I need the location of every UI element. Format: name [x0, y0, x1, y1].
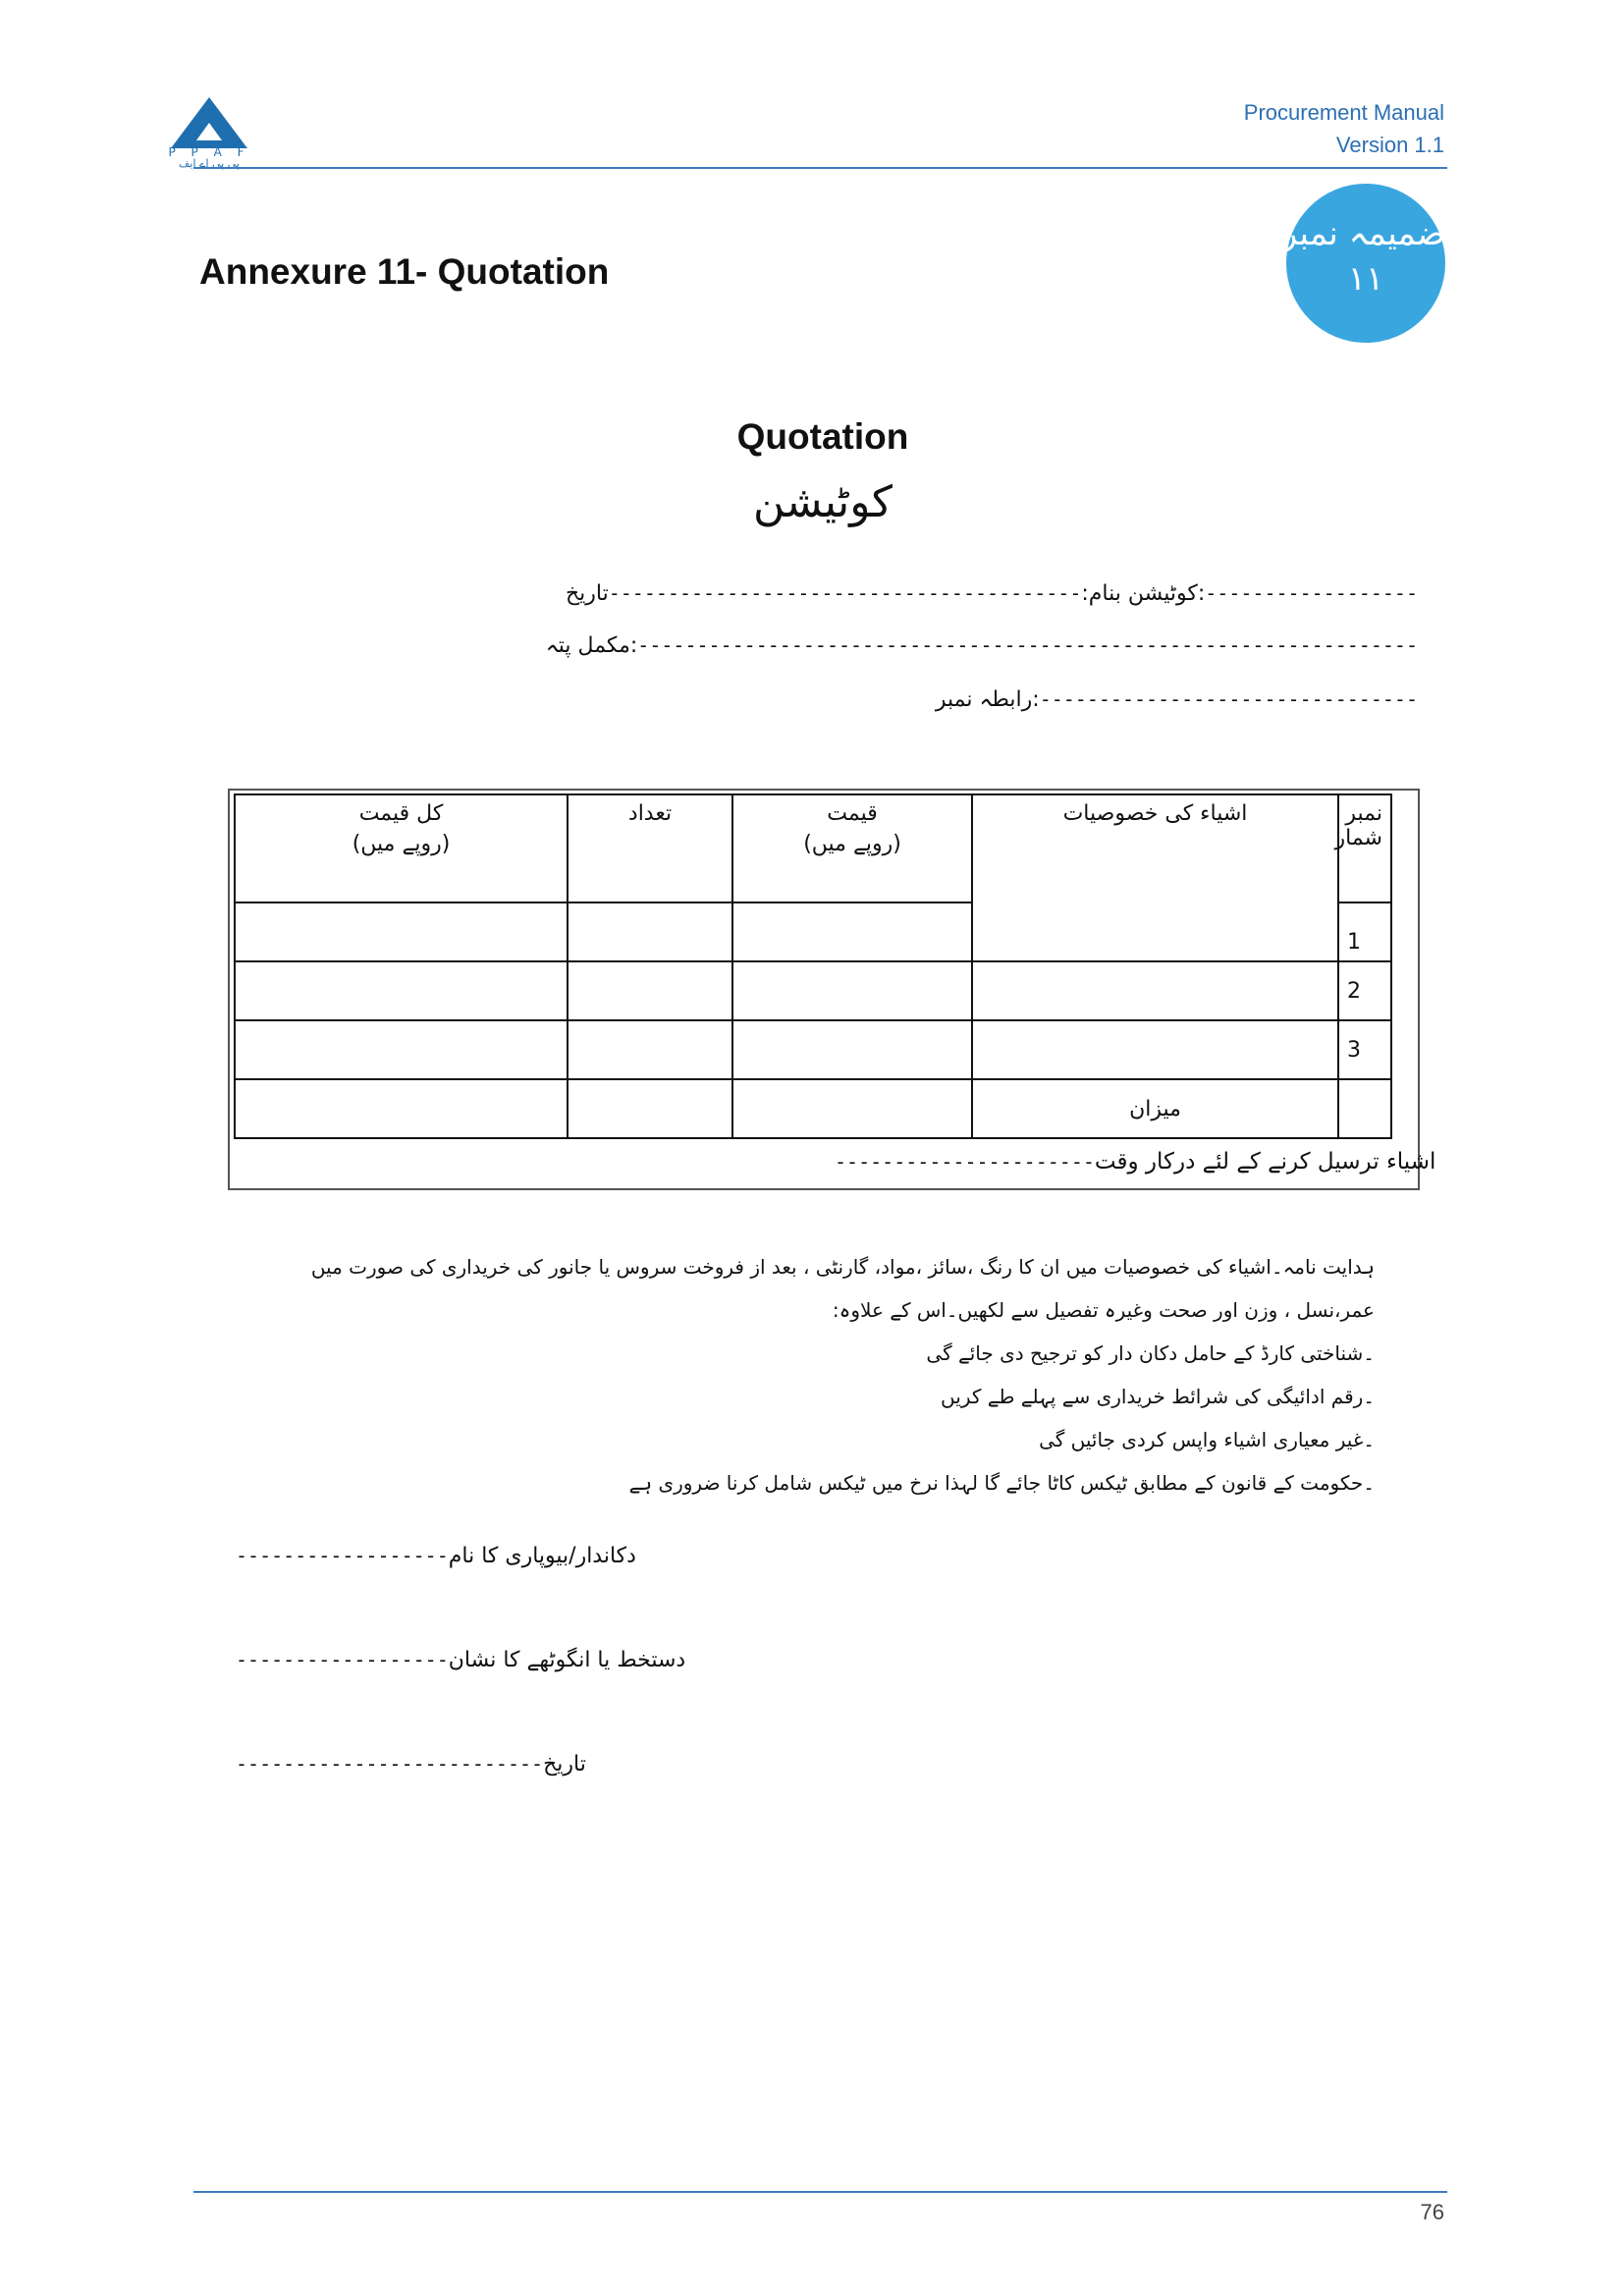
total-price-cell[interactable] — [732, 1079, 972, 1138]
signature-date-blank[interactable]: -------------------------- — [236, 1752, 544, 1776]
instruction-item: ۔شناختی کارڈ کے حامل دکان دار کو ترجیح دی جائے گی — [926, 1341, 1375, 1365]
grand-total-cell[interactable] — [235, 1079, 568, 1138]
delivery-time-blank[interactable]: ---------------------- — [835, 1150, 1095, 1174]
contact-blank[interactable]: -------------------------------- — [1039, 687, 1418, 711]
signature-date-row — [236, 1752, 586, 1777]
page-number: 76 — [1420, 2200, 1444, 2224]
row-2-price[interactable] — [732, 961, 972, 1020]
col-price-unit: (روپے میں) — [803, 832, 901, 856]
instructions-heading: ہدایت نامہ۔اشیاء کی خصوصیات میں ان کا رنگ ،سائز ،مواد، گارنٹی ، بعد از فروخت سروس یا جانور کی خریداری کی صورت میں عمر،نسل ، وزن اور صحت وغیرہ تفصیل سے لکھیں۔اس کے علاوہ: — [310, 1255, 1375, 1322]
logo-urdu-text: پی پی اے ایف — [179, 157, 240, 170]
signature-label: دستخط یا انگوٹھے کا نشان — [448, 1648, 686, 1672]
row-1-quantity[interactable] — [568, 902, 732, 961]
header-divider — [193, 167, 1447, 169]
col-description: اشیاء کی خصوصیات — [972, 794, 1338, 961]
col-serial: نمبر شمار — [1338, 794, 1391, 902]
contact-label: رابطہ نمبر: — [935, 687, 1040, 712]
col-total-unit: (روپے میں) — [352, 832, 451, 856]
form-title-urdu: کوٹیشن — [753, 477, 893, 527]
table-row — [235, 1020, 1391, 1079]
address-row — [546, 633, 1418, 658]
vendor-name-row — [236, 1544, 636, 1568]
date-label: تاریخ: — [565, 581, 1206, 606]
instruction-item: ۔رقم ادائیگی کی شرائط خریداری سے پہلے طے کریں — [941, 1385, 1375, 1408]
row-2-description[interactable] — [972, 961, 1338, 1020]
table-header-row — [235, 794, 1391, 902]
row-3-quantity[interactable] — [568, 1020, 732, 1079]
row-3-total[interactable] — [235, 1020, 568, 1079]
col-price: قیمت (روپے میں) — [732, 794, 972, 902]
delivery-time-label: اشیاء ترسیل کرنے کے لئے درکار وقت — [1094, 1149, 1436, 1175]
vendor-name-blank[interactable]: ------------------ — [236, 1544, 449, 1567]
total-label: میزان — [972, 1079, 1338, 1138]
manual-version: Version 1.1 — [1335, 133, 1444, 157]
quotation-to-blank[interactable]: ---------------------------------------- — [608, 581, 1082, 605]
logo-letters: P P A F — [168, 145, 250, 159]
quotation-table — [234, 793, 1392, 1139]
row-3-serial: 3 — [1338, 1020, 1391, 1079]
row-1-serial: 1 — [1338, 902, 1391, 961]
vendor-name-label: دکاندار/بیوپاری کا نام — [448, 1544, 636, 1568]
signature-row — [236, 1648, 685, 1672]
badge-line-2: ۱۱ — [1347, 259, 1384, 299]
row-3-description[interactable] — [972, 1020, 1338, 1079]
table-total-row — [235, 1079, 1391, 1138]
instruction-item: ۔غیر معیاری اشیاء واپس کردی جائیں گی — [1039, 1428, 1375, 1451]
quotation-to-label: کوٹیشن بنام: — [1081, 581, 1198, 606]
quotation-to-row — [566, 581, 1418, 606]
col-quantity: تعداد — [568, 794, 732, 902]
row-3-price[interactable] — [732, 1020, 972, 1079]
total-serial-cell — [1338, 1079, 1391, 1138]
manual-title: Procurement Manual — [1243, 100, 1444, 125]
signature-blank[interactable]: ------------------ — [236, 1648, 449, 1671]
table-row — [235, 961, 1391, 1020]
signature-date-label: تاریخ — [543, 1752, 586, 1777]
col-total: کل قیمت (روپے میں) — [235, 794, 568, 902]
footer-divider — [193, 2191, 1447, 2193]
contact-row — [936, 687, 1418, 712]
row-1-price[interactable] — [732, 902, 972, 961]
row-1-total[interactable] — [235, 902, 568, 961]
address-blank[interactable]: ------------------------------------------------------------------ — [637, 633, 1418, 657]
form-title: Quotation — [736, 416, 909, 457]
instruction-item: ۔حکومت کے قانون کے مطابق ٹیکس کاٹا جائے گا لہذا نرخ میں ٹیکس شامل کرنا ضروری ہے — [628, 1471, 1375, 1495]
address-label: مکمل پتہ: — [545, 633, 638, 658]
annexure-title: Annexure 11- Quotation — [199, 251, 610, 292]
row-2-total[interactable] — [235, 961, 568, 1020]
delivery-time-row — [835, 1149, 1435, 1175]
badge-line-1: ضمیمہ نمبر — [1280, 214, 1445, 253]
instructions — [295, 1245, 1375, 1504]
annexure-badge — [1280, 184, 1445, 343]
date-blank[interactable]: ------------------ — [1205, 581, 1418, 605]
total-quantity-cell[interactable] — [568, 1079, 732, 1138]
row-2-quantity[interactable] — [568, 961, 732, 1020]
row-2-serial: 2 — [1338, 961, 1391, 1020]
